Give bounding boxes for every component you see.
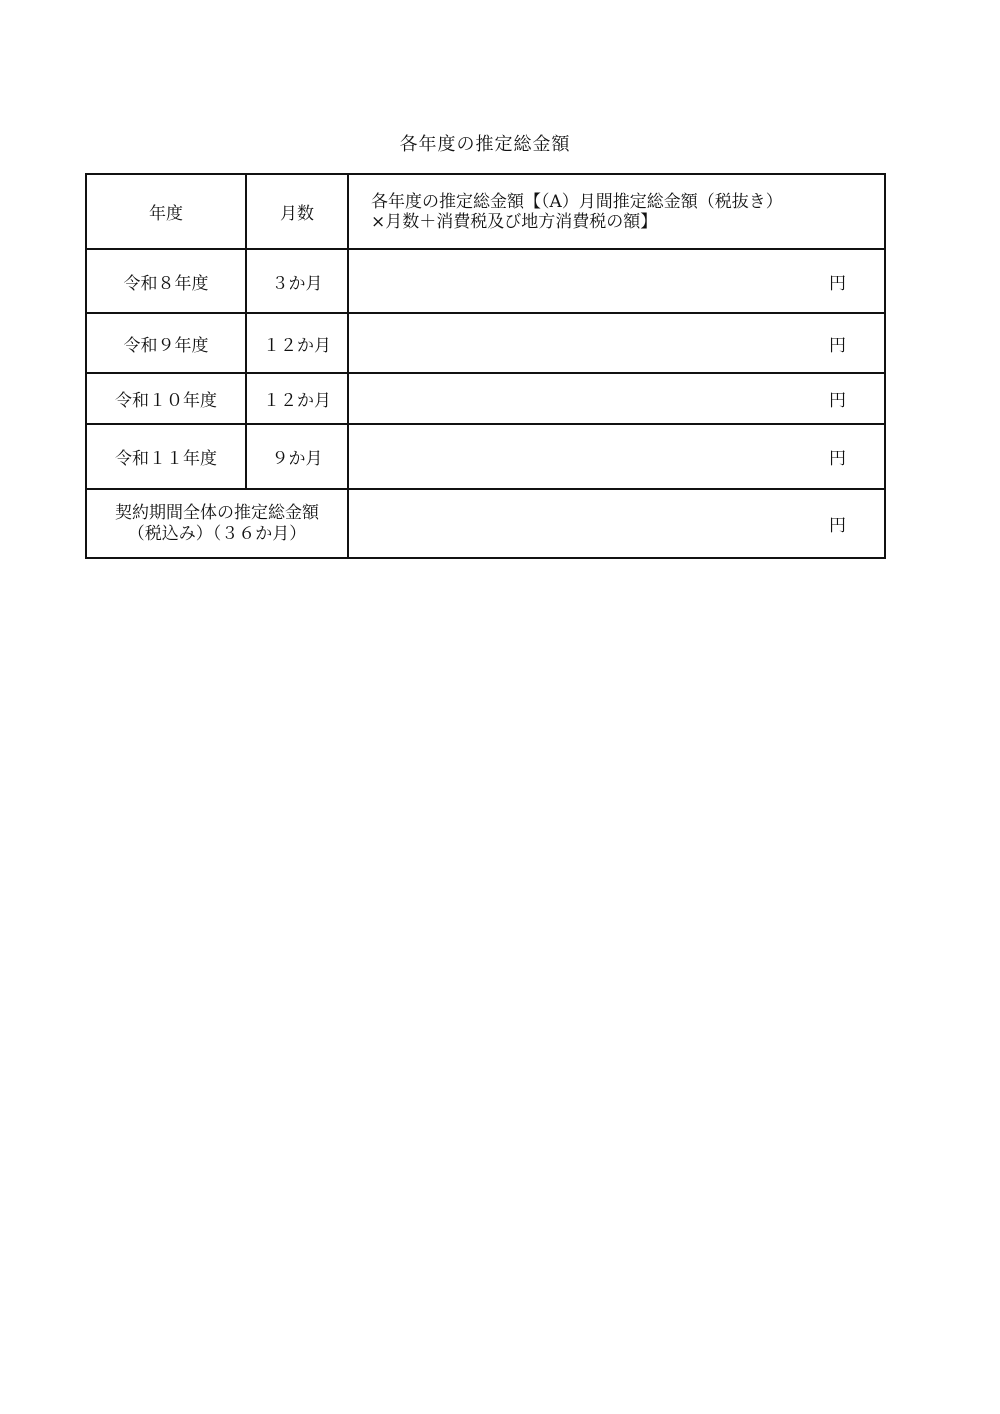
months-cell: １２か月 xyxy=(246,373,348,424)
months-cell: ９か月 xyxy=(246,424,348,489)
table-row xyxy=(86,249,885,313)
total-label-line1: 契約期間全体の推定総金額 xyxy=(115,502,319,523)
total-label-line2: （税込み）（３６か月） xyxy=(127,523,307,544)
header-amount-line1: 各年度の推定総金額【（A）月間推定総金額（税抜き） xyxy=(371,191,783,212)
page-title: 各年度の推定総金額 xyxy=(399,134,571,155)
total-row xyxy=(86,489,885,558)
header-amount-line2: ×月数＋消費税及び地方消費税の額】 xyxy=(371,211,658,232)
header-months: 月数 xyxy=(246,174,348,249)
table-row xyxy=(86,424,885,489)
table-row xyxy=(86,373,885,424)
months-cell: １２か月 xyxy=(246,313,348,373)
year-cell: 令和１０年度 xyxy=(86,373,246,424)
header-row xyxy=(86,174,885,249)
amount-cell[interactable] xyxy=(348,373,885,424)
table-row xyxy=(86,313,885,373)
yen-unit: 円 xyxy=(829,273,846,294)
year-cell: 令和９年度 xyxy=(86,313,246,373)
year-cell: 令和８年度 xyxy=(86,249,246,313)
yen-unit: 円 xyxy=(829,391,846,411)
yen-unit: 円 xyxy=(829,516,846,536)
amount-cell[interactable] xyxy=(348,249,885,313)
year-cell: 令和１１年度 xyxy=(86,424,246,489)
months-cell: ３か月 xyxy=(246,249,348,313)
total-amount-cell[interactable] xyxy=(348,489,885,558)
header-year: 年度 xyxy=(86,174,246,249)
header-amount xyxy=(348,174,885,249)
yen-unit: 円 xyxy=(829,449,846,469)
estimate-table xyxy=(85,173,886,559)
total-label xyxy=(86,489,348,558)
amount-cell[interactable] xyxy=(348,313,885,373)
amount-cell[interactable] xyxy=(348,424,885,489)
yen-unit: 円 xyxy=(829,335,846,356)
